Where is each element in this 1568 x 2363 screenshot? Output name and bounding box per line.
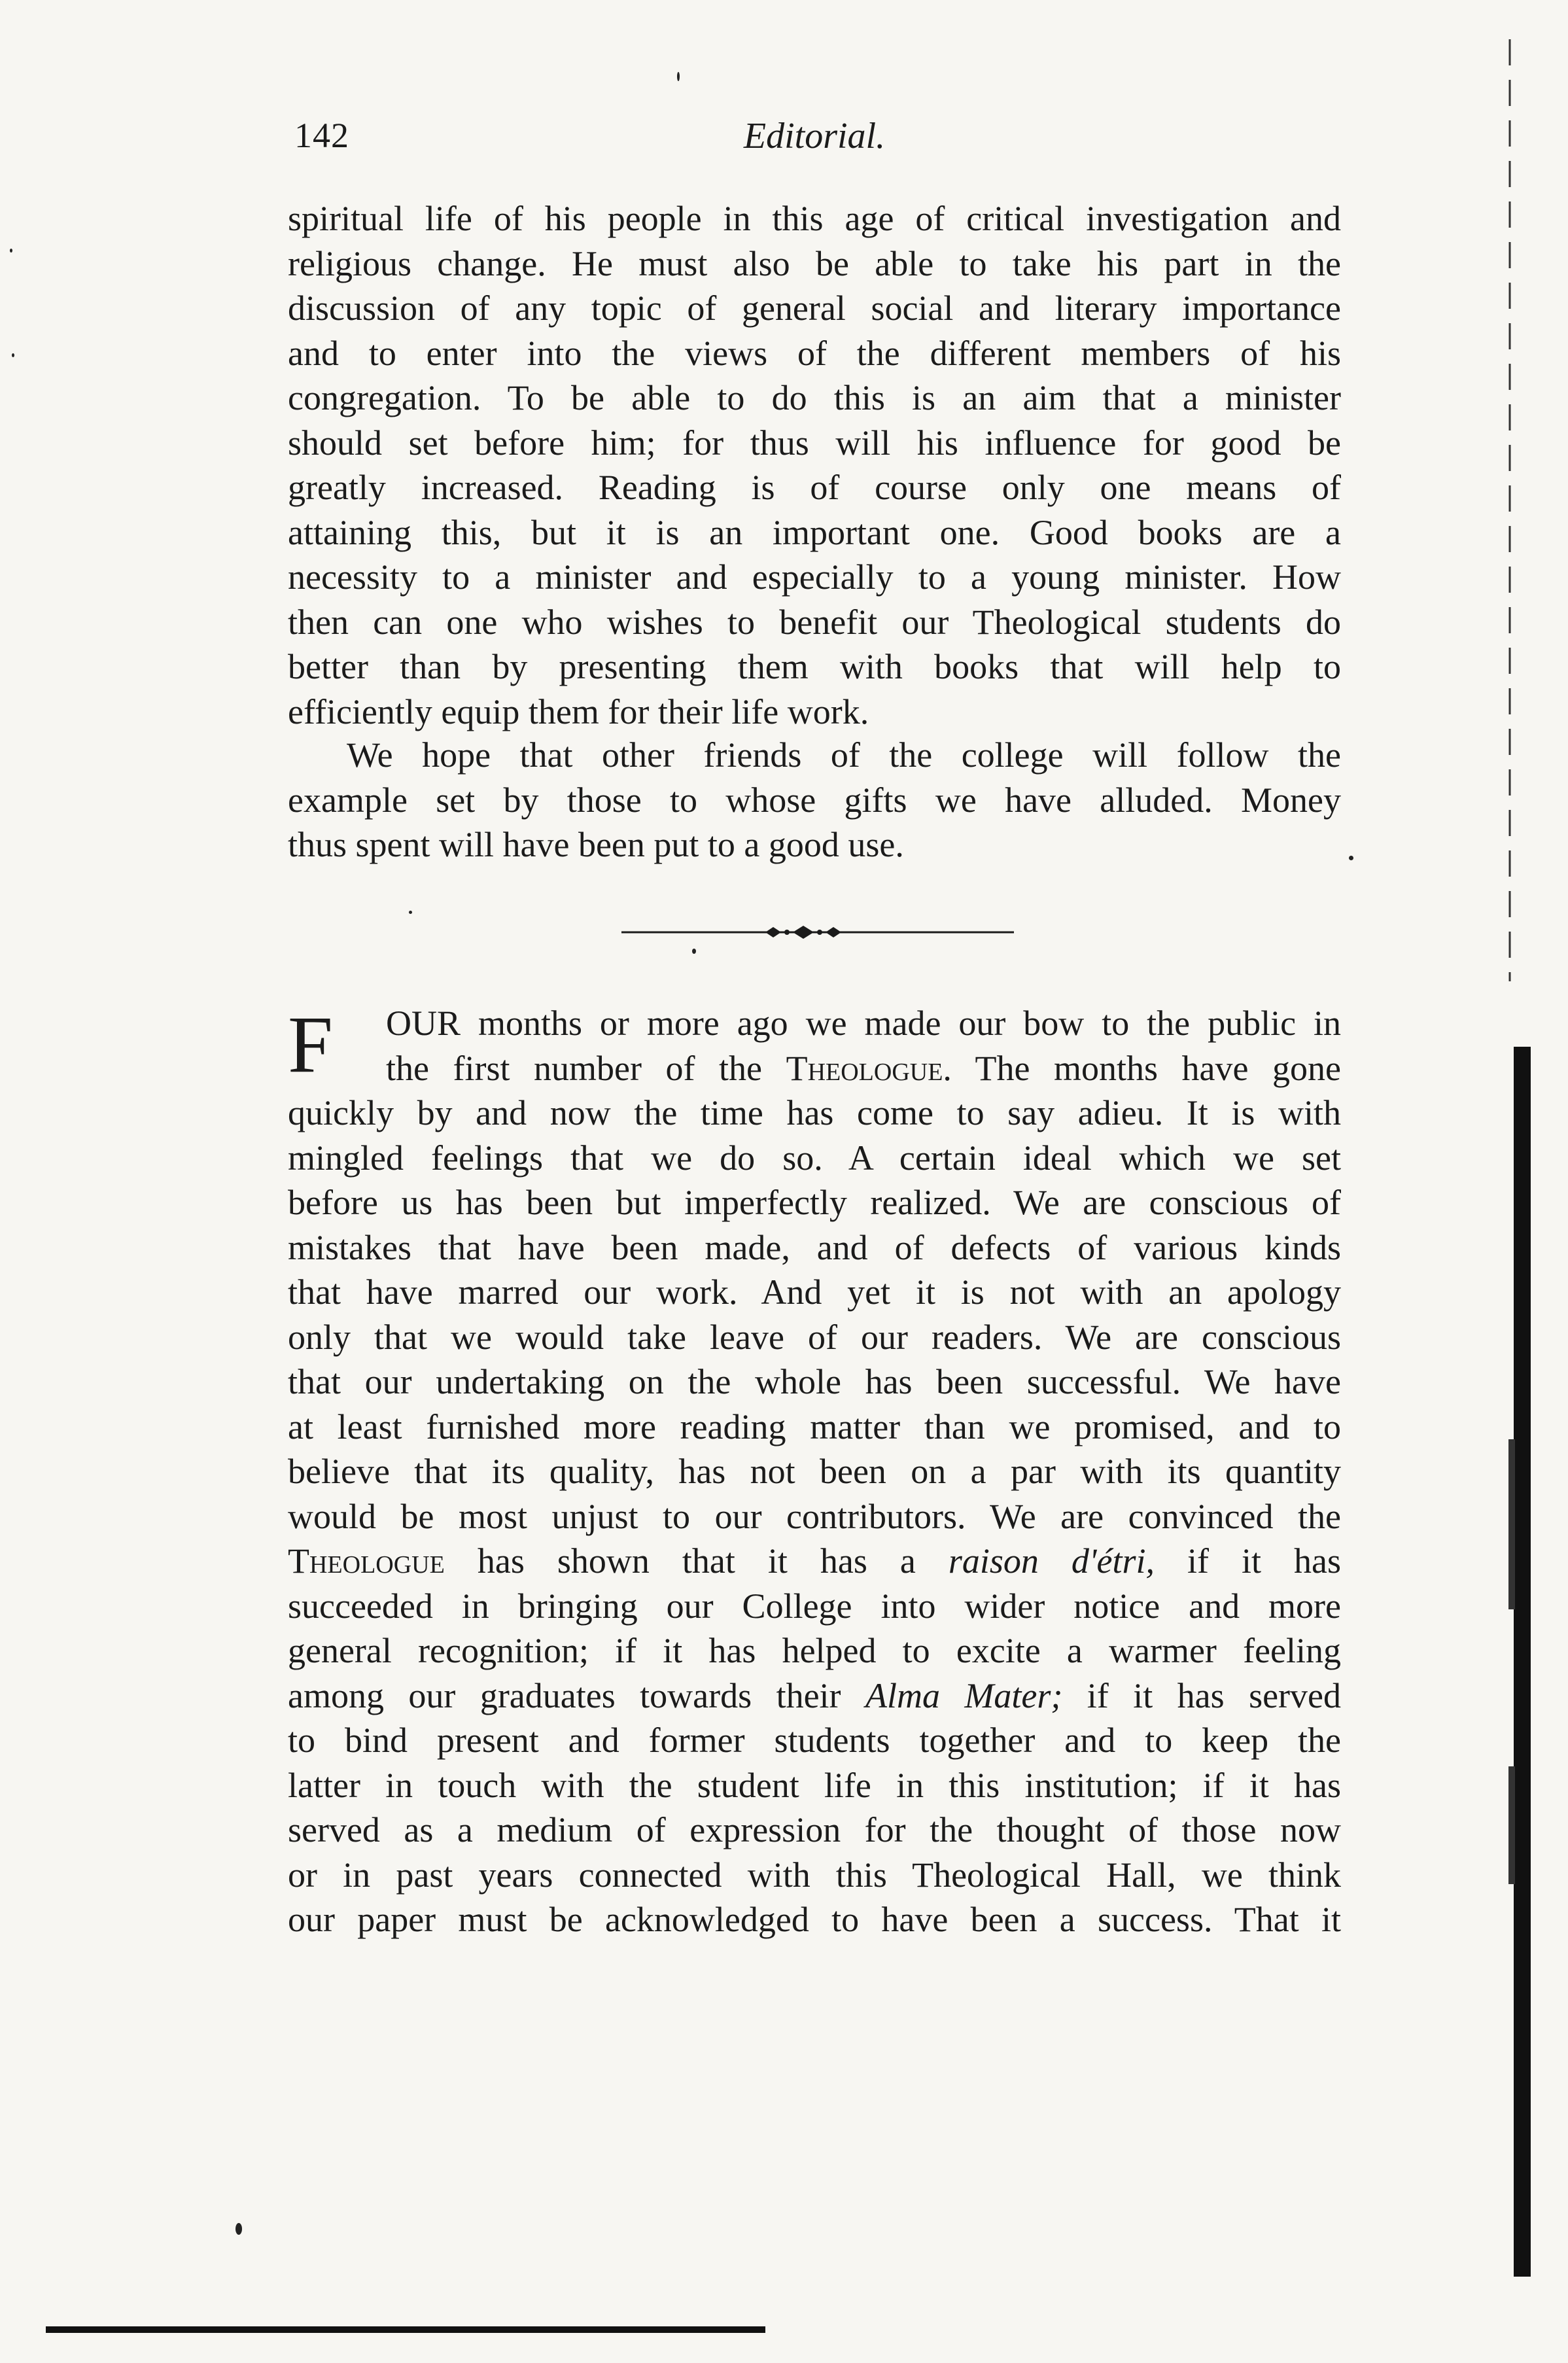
text-line: We hope that other friends of the college will follow the <box>347 735 1341 775</box>
ink-speck <box>10 249 12 253</box>
bottom-edge-line <box>46 2324 765 2337</box>
text-line: congregation. To be able to do this is an aim that a minister <box>288 378 1341 417</box>
text-line: believe that its quality, has not been on a par with its quantity <box>288 1452 1341 1491</box>
ink-speck <box>692 949 696 954</box>
text-line: quickly by and now the time has come to say adieu. It is with <box>288 1093 1341 1132</box>
drop-cap-letter: F <box>288 1000 333 1089</box>
text-line: and to enter into the views of the different members of his <box>288 333 1341 373</box>
text-line: latter in touch with the student life in this institution; if it has <box>288 1765 1341 1805</box>
text-line: general recognition; if it has helped to excite a warmer feeling <box>288 1631 1341 1670</box>
text-segment: if it has <box>1154 1541 1341 1581</box>
text-line <box>288 1673 1341 1719</box>
running-title: Editorial. <box>743 116 886 156</box>
text-line: succeeded in bringing our College into wider notice and more <box>288 1586 1341 1626</box>
text-line: at least furnished more reading matter than we promised, and to <box>288 1407 1341 1446</box>
text-line: mingled feelings that we do so. A certain ideal which we set <box>288 1138 1341 1178</box>
text-line: then can one who wishes to benefit our Theological students do <box>288 602 1341 642</box>
text-line: necessity to a minister and especially to a young minister. How <box>288 557 1341 597</box>
text-line: that have marred our work. And yet it is not with an apology <box>288 1272 1341 1312</box>
text-line: should set before him; for thus will his influence for good be <box>288 423 1341 463</box>
page-header <box>288 110 1341 169</box>
ornamental-divider <box>621 919 1014 945</box>
ink-speck <box>1349 856 1353 860</box>
text-line: religious change. He must also be able to take his part in the <box>288 243 1341 283</box>
text-line: our paper must be acknowledged to have been a success. That it <box>288 1900 1341 1939</box>
text-line: mistakes that have been made, and of defects of various kinds <box>288 1227 1341 1267</box>
text-line: only that we would take leave of our readers. We are conscious <box>288 1317 1341 1357</box>
text-segment: . The months have gone <box>943 1048 1341 1088</box>
text-line: before us has been but imperfectly realized. We are conscious of <box>288 1183 1341 1222</box>
italic-phrase: Alma Mater; <box>865 1675 1063 1715</box>
text-line: thus spent will have been put to a good use. <box>288 825 904 864</box>
text-line: or in past years connected with this Theological Hall, we think <box>288 1855 1341 1895</box>
paragraph-gifts <box>288 733 1341 867</box>
paragraph-farewell <box>288 1001 1341 1942</box>
ink-speck <box>677 72 680 81</box>
ink-speck <box>409 911 412 914</box>
italic-phrase: raison d'étri, <box>948 1541 1155 1581</box>
text-line: greatly increased. Reading is of course only one means of <box>288 468 1341 507</box>
text-segment: among our graduates towards their <box>288 1675 865 1715</box>
journal-name: Theologue <box>786 1048 943 1088</box>
text-line <box>288 1046 1341 1091</box>
paragraph-continued <box>288 196 1341 734</box>
text-line: would be most unjust to our contributors. We are convinced the <box>288 1496 1341 1536</box>
text-line: better than by presenting them with books that will help to <box>288 647 1341 686</box>
text-line: efficiently equip them for their life work. <box>288 691 869 731</box>
ink-speck <box>12 353 14 357</box>
text-line: that our undertaking on the whole has been successful. We have <box>288 1362 1341 1401</box>
text-line: spiritual life of his people in this age of critical investigation and <box>288 199 1341 238</box>
text-line: attaining this, but it is an important one. Good books are a <box>288 512 1341 552</box>
ink-speck <box>235 2223 242 2235</box>
page-number: 142 <box>294 116 349 155</box>
page-edge-shadow <box>1505 0 1568 2363</box>
text-line: OUR months or more ago we made our bow to the public in <box>386 1004 1341 1043</box>
text-line: served as a medium of expression for the thought of those now <box>288 1810 1341 1849</box>
text-line: to bind present and former students together and to keep the <box>288 1721 1341 1760</box>
text-segment: if it has served <box>1062 1675 1341 1715</box>
text-segment: has shown that it has a <box>444 1541 949 1581</box>
text-line: example set by those to whose gifts we have alluded. Money <box>288 780 1341 820</box>
text-line: discussion of any topic of general social and literary importance <box>288 289 1341 328</box>
text-line <box>288 1539 1341 1584</box>
text-segment: the first number of the <box>386 1048 786 1088</box>
journal-name: Theologue <box>288 1541 445 1581</box>
